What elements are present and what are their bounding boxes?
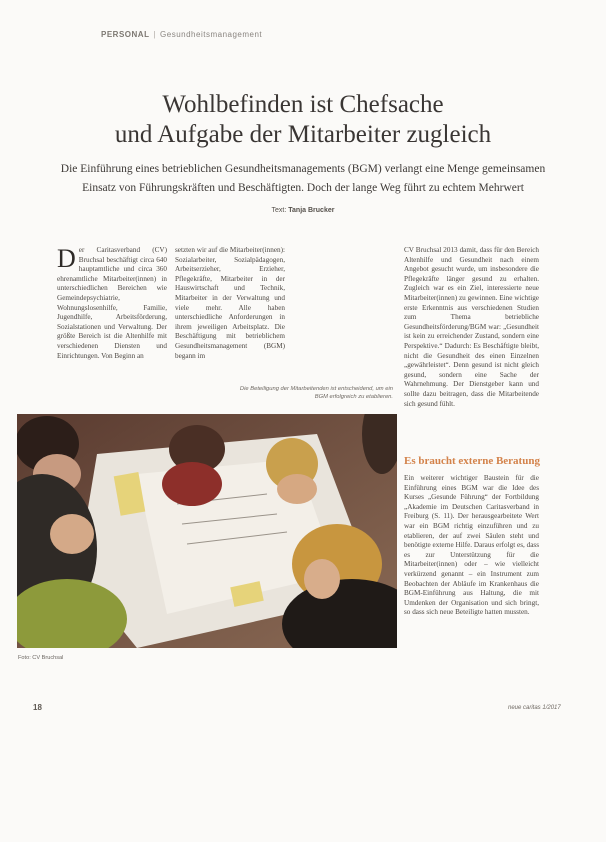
body-column-1-text: er Caritasverband (CV) Bruchsal beschäftigt circa 640 hauptamtliche und circa 360 ehrenamtliche Mitarbeiter(innen) in unterschiedlichen Bereichen wie Gemeindepsychiatrie, Wohnungslosenhilfe, Familie, Jugendhilfe, Arbeitsförderung, Sozialstationen und Verwaltung. Der größte Bereich ist die Altenhilfe mit verschiedenen Diensten und Einrichtungen. Von Beginn an <box>57 246 167 360</box>
body-column-4: Ein weiterer wichtiger Baustein für die Einführung eines BGM war die Idee des Kurses „Gesunde Führung“ der Fortbildung „Akademie im Deutschen Caritasverband in Freiburg (S. 11). Der herausgearbeitete Wert war ein BGM richtig einzuführen und zu etablieren, der auf zwei Säulen steht und benötigte externe Hilfe. Daraus erfolgt es, dass es zur Unterstützung für die Mitarbeiter(innen) oder – wie vielleicht verkürzend genannt – ein Instrument zum Beobachten der Abläufe im Krankenhaus die BGM-Einführung aus Haltung, die mit Umdenken der Organisation und sich bringt, so dass sich neue Beteiligte hatten mussten. <box>404 474 539 617</box>
section-subheading: Es braucht externe Beratung <box>404 455 540 467</box>
article-lead: Die Einführung eines betrieblichen Gesundheitsmanagements (BGM) verlangt eine Menge gemeinsamen Einsatz von Führungskräften und Beschäftigten. Doch der lange Weg führt zu echtem Mehrwert <box>60 163 546 194</box>
category-label: Gesundheitsmanagement <box>160 30 263 39</box>
body-column-1 <box>57 246 167 396</box>
body-column-3: CV Bruchsal 2013 damit, dass für den Bereich Altenhilfe und Gesundheit nach einem Angebot gesucht wurde, um insbesondere die Pflegekräfte länger gesund zu erhalten. Zugleich war es ein Ziel, interessierte neue Mitarbeiter(innen) zu gewinnen. Eine wichtige erste Erkenntnis aus verschiedenen Studien zum Thema betriebliche Gesundheitsförderung/BGM war: „Gesundheit ist kein zu erreichender Zustand, sondern eine Perspektive.“ Dadurch: Es Beschäftigte bleibt, nicht die Gesundheit des einen Einzelnen „gewährleistet“. Denn gesund ist nicht gleich gesund, sondern eine Sache der Wahrnehmung. Der Dienstgeber kann und sollte dazu beitragen, dass die Mitarbeitende sich gesund fühlt. <box>404 246 539 408</box>
article-title-line-2: und Aufgabe der Mitarbeiter zugleich <box>114 121 492 148</box>
issue-label: neue caritas 1/2017 <box>508 705 561 711</box>
byline <box>0 207 606 214</box>
section-separator: | <box>153 30 157 39</box>
photo-illustration <box>17 414 397 648</box>
dropcap: D <box>57 246 76 273</box>
byline-author: Tanja Brucker <box>288 207 335 214</box>
photo-caption: Die Beteiligung der Mitarbeitenden ist entscheidend, um ein BGM erfolgreich zu etablieren. <box>239 386 393 400</box>
body-column-2: setzten wir auf die Mitarbeiter(innen): Sozialarbeiter, Sozialpädagogen, Arbeitserzieher, Erzieher, Pflegekräfte, Mitarbeiter in der Hauswirtschaft und Technik, Mitarbeiter in der Verwaltung und viele mehr. Alle haben unterschiedliche Anforderungen in ihrem jeweiligen Arbeitsplatz. Die Beschäftigung mit betrieblichem Gesundheitsmanagement (BGM) begann im <box>175 246 285 360</box>
article-photo <box>17 414 397 648</box>
page-number: 18 <box>33 703 42 712</box>
section-header <box>101 30 262 39</box>
section-label: PERSONAL <box>101 30 150 39</box>
article-title <box>40 90 566 150</box>
byline-prefix: Text: <box>271 207 287 214</box>
photo-credit: Foto: CV Bruchsal <box>18 655 64 661</box>
article-title-line-1: Wohlbefinden ist Chefsache <box>162 91 444 118</box>
